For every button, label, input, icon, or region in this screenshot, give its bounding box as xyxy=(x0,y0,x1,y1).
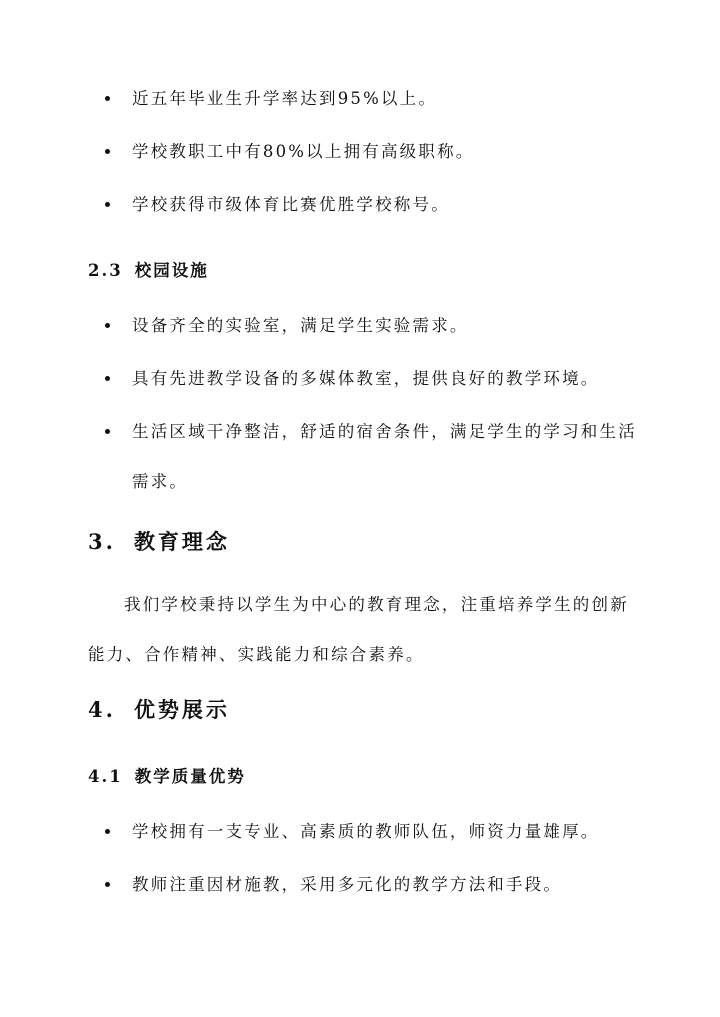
section-number: 4. xyxy=(88,697,116,722)
list-item xyxy=(0,180,720,230)
list-item xyxy=(0,407,720,507)
list-item-text: 学校拥有一支专业、高素质的教师队伍，师资力量雄厚。 xyxy=(132,822,600,841)
list-item-text: 设备齐全的实验室，满足学生实验需求。 xyxy=(132,316,469,335)
section-heading-2-3 xyxy=(88,257,209,281)
bullet-icon xyxy=(105,202,110,207)
list-item xyxy=(0,301,720,351)
section-title: 校园设施 xyxy=(134,261,209,280)
bullet-icon xyxy=(105,882,110,887)
list-item-text: 学校获得市级体育比赛优胜学校称号。 xyxy=(132,195,450,214)
philosophy-paragraph: 我们学校秉持以学生为中心的教育理念，注重培养学生的创新能力、合作精神、实践能力和综合素养。 xyxy=(88,595,629,664)
bullet-icon xyxy=(105,429,110,434)
list-item xyxy=(0,74,720,124)
list-item xyxy=(0,127,720,177)
section-number: 2.3 xyxy=(88,261,123,280)
section-title: 优势展示 xyxy=(133,697,230,722)
list-item xyxy=(0,354,720,404)
list-item-text: 生活区域干净整洁，舒适的宿舍条件，满足学生的学习和生活需求。 xyxy=(132,422,637,491)
list-item-text: 具有先进教学设备的多媒体教室，提供良好的教学环境。 xyxy=(132,369,600,388)
bullet-icon xyxy=(105,96,110,101)
section-number: 3. xyxy=(88,529,116,554)
bullet-icon xyxy=(105,376,110,381)
bullet-icon xyxy=(105,829,110,834)
section-heading-4-1 xyxy=(88,763,246,787)
section-title: 教育理念 xyxy=(133,529,230,554)
list-item-text: 教师注重因材施教，采用多元化的教学方法和手段。 xyxy=(132,875,563,894)
bullet-icon xyxy=(105,323,110,328)
teaching-quality-list xyxy=(0,807,720,913)
bullet-icon xyxy=(105,149,110,154)
achievements-list xyxy=(0,74,720,233)
section-heading-3 xyxy=(88,526,230,556)
list-item-text: 近五年毕业生升学率达到95%以上。 xyxy=(132,89,438,108)
list-item xyxy=(0,860,720,910)
section-number: 4.1 xyxy=(88,767,123,786)
list-item xyxy=(0,807,720,857)
section-title: 教学质量优势 xyxy=(134,767,246,786)
facilities-list xyxy=(0,301,720,510)
list-item-text: 学校教职工中有80%以上拥有高级职称。 xyxy=(132,142,475,161)
section-heading-4 xyxy=(88,694,230,724)
